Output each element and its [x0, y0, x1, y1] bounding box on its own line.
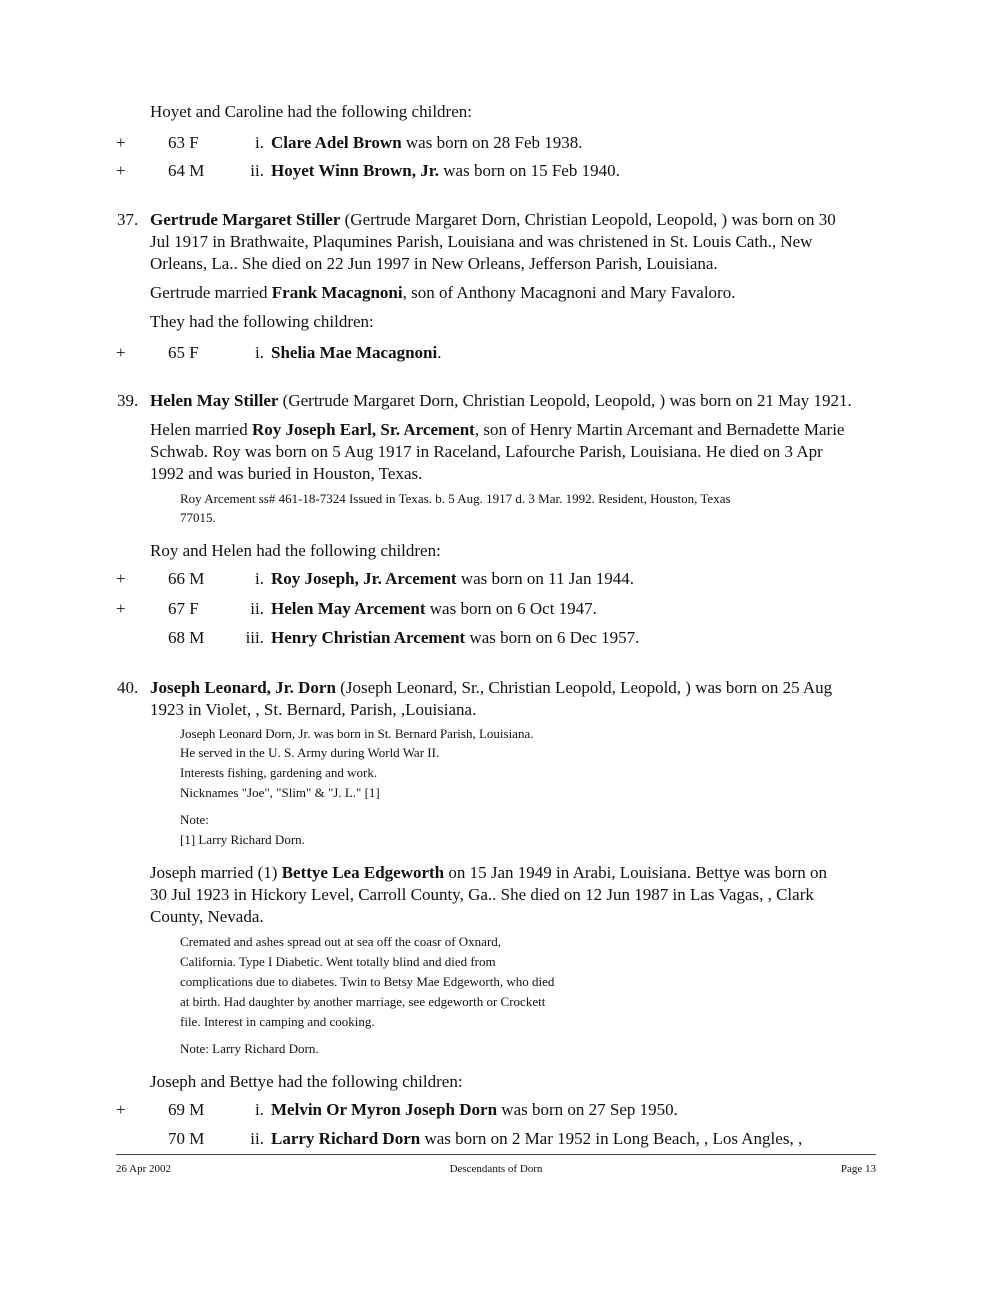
- child-id: 70 M: [168, 1129, 205, 1148]
- child-plus-marker: +: [116, 599, 126, 618]
- entry-37-line1-rest: (Gertrude Margaret Dorn, Christian Leopold, Leopold, ) was born on 30: [340, 210, 836, 229]
- child-id: 64 M: [168, 161, 205, 180]
- child-plus-marker: +: [116, 133, 126, 152]
- child-roman: i.: [255, 133, 264, 152]
- marriage-prefix: Gertrude married: [150, 283, 272, 302]
- entry-39-marriage-line3: 1992 and was buried in Houston, Texas.: [150, 464, 423, 483]
- child-roman: ii.: [250, 161, 264, 180]
- entry-40-note: Interests fishing, gardening and work.: [180, 765, 378, 780]
- entry-37-children-intro: They had the following children:: [150, 312, 374, 331]
- entry-39-note-line2: 77015.: [180, 510, 216, 525]
- footer-rule: [116, 1154, 876, 1155]
- spouse-note-ref: Note: Larry Richard Dorn.: [180, 1041, 319, 1056]
- entry-39-marriage: [150, 419, 844, 441]
- marriage-suffix: , son of Anthony Macagnoni and Mary Favaloro.: [402, 283, 736, 302]
- entry-37-spouse: Frank Macagnoni: [271, 283, 403, 302]
- footer-date: 26 Apr 2002: [116, 1163, 171, 1175]
- child-birth: was born on 6 Oct 1947.: [425, 599, 597, 618]
- child-row-68: [0, 627, 900, 651]
- child-row-69: [0, 1099, 900, 1123]
- footer-title: Descendants of Dorn: [449, 1163, 543, 1175]
- entry-37-line3: Orleans, La.. She died on 22 Jun 1997 in New Orleans, Jefferson Parish, Louisiana.: [150, 254, 718, 273]
- child-row-70: [0, 1128, 900, 1152]
- child-roman: i.: [255, 569, 264, 588]
- child-name: Roy Joseph, Jr. Arcement: [271, 569, 457, 588]
- child-birth: was born on 28 Feb 1938.: [401, 133, 583, 152]
- entry-37-line1: [150, 209, 836, 231]
- child-roman: ii.: [250, 1129, 264, 1148]
- child-roman: i.: [255, 343, 264, 362]
- entry-39-note-line1: Roy Arcement ss# 461-18-7324 Issued in Texas. b. 5 Aug. 1917 d. 3 Mar. 1992. Resident, Houston, Texas: [180, 491, 731, 506]
- child-name: Hoyet Winn Brown, Jr.: [271, 161, 439, 180]
- child-row-64: [0, 160, 900, 184]
- child-name: Clare Adel Brown: [271, 133, 402, 152]
- entry-40-line1: [150, 677, 832, 699]
- child-birth: was born on 6 Dec 1957.: [465, 628, 640, 647]
- entry-39-marriage-line2: Schwab. Roy was born on 5 Aug 1917 in Raceland, Lafourche Parish, Louisiana. He died on 3 Apr: [150, 442, 823, 461]
- entry-40-note-label: Note:: [180, 812, 209, 827]
- child-id: 69 M: [168, 1100, 205, 1119]
- entry-37-marriage: [150, 282, 735, 304]
- marriage-suffix: , son of Henry Martin Arcemant and Bernadette Marie: [474, 420, 845, 439]
- child-birth: was born on 11 Jan 1944.: [456, 569, 634, 588]
- entry-40-line2: 1923 in Violet, , St. Bernard, Parish, ,Louisiana.: [150, 700, 477, 719]
- children-intro-hoyet: Hoyet and Caroline had the following children:: [150, 102, 472, 121]
- entry-39-line1-rest: (Gertrude Margaret Dorn, Christian Leopold, Leopold, ) was born on 21 May 1921.: [278, 391, 852, 410]
- entry-39-children-intro: Roy and Helen had the following children:: [150, 541, 441, 560]
- child-row-63: [0, 132, 900, 156]
- spouse-note: at birth. Had daughter by another marriage, see edgeworth or Crockett: [180, 994, 546, 1009]
- entry-39-spouse: Roy Joseph Earl, Sr. Arcement: [251, 420, 475, 439]
- spouse-note: file. Interest in camping and cooking.: [180, 1014, 375, 1029]
- spouse-note: complications due to diabetes. Twin to Betsy Mae Edgeworth, who died: [180, 974, 555, 989]
- entry-40-marriage-line2: 30 Jul 1923 in Hickory Level, Carroll County, Ga.. She died on 12 Jun 1987 in Las Vagas, , Clark: [150, 885, 814, 904]
- entry-39-line1: [150, 390, 852, 412]
- marriage-prefix: Joseph married (1): [150, 863, 282, 882]
- child-name: Shelia Mae Macagnoni: [271, 343, 438, 362]
- spouse-note: Cremated and ashes spread out at sea off the coasr of Oxnard,: [180, 934, 502, 949]
- marriage-suffix: on 15 Jan 1949 in Arabi, Louisiana. Bettye was born on: [444, 863, 828, 882]
- child-name: Helen May Arcement: [271, 599, 426, 618]
- child-plus-marker: +: [116, 569, 126, 588]
- child-id: 66 M: [168, 569, 205, 588]
- entry-40-marriage-line3: County, Nevada.: [150, 907, 264, 926]
- child-birth: was born on 2 Mar 1952 in Long Beach, , Los Angles, ,: [420, 1129, 803, 1148]
- child-row-66: [0, 568, 900, 592]
- spouse-note: California. Type I Diabetic. Went totally blind and died from: [180, 954, 496, 969]
- marriage-prefix: Helen married: [150, 420, 252, 439]
- entry-40-note: He served in the U. S. Army during World War II.: [180, 745, 440, 760]
- child-birth: .: [437, 343, 442, 362]
- child-id: 68 M: [168, 628, 205, 647]
- child-id: 65 F: [168, 343, 199, 362]
- child-plus-marker: +: [116, 343, 126, 362]
- child-name: Larry Richard Dorn: [271, 1129, 421, 1148]
- child-row-67: [0, 598, 900, 622]
- child-birth: was born on 15 Feb 1940.: [439, 161, 620, 180]
- child-name: Melvin Or Myron Joseph Dorn: [271, 1100, 498, 1119]
- child-roman: i.: [255, 1100, 264, 1119]
- child-name: Henry Christian Arcement: [271, 628, 466, 647]
- entry-40-line1-rest: (Joseph Leonard, Sr., Christian Leopold, Leopold, ) was born on 25 Aug: [335, 678, 833, 697]
- footer-page-number: Page 13: [840, 1163, 876, 1175]
- entry-37-name: Gertrude Margaret Stiller: [150, 210, 341, 229]
- child-roman: ii.: [250, 599, 264, 618]
- entry-40-spouse: Bettye Lea Edgeworth: [281, 863, 445, 882]
- child-plus-marker: +: [116, 161, 126, 180]
- entry-40-note: Joseph Leonard Dorn, Jr. was born in St. Bernard Parish, Louisiana.: [180, 726, 534, 741]
- entry-39-name: Helen May Stiller: [150, 391, 279, 410]
- child-row-65: [0, 342, 900, 366]
- entry-40-note: Nicknames "Joe", "Slim" & "J. L." [1]: [180, 785, 380, 800]
- entry-number-39: 39.: [117, 391, 139, 410]
- entry-40-note-ref: [1] Larry Richard Dorn.: [180, 832, 305, 847]
- entry-number-40: 40.: [117, 678, 139, 697]
- child-plus-marker: +: [116, 1100, 126, 1119]
- entry-37-line2: Jul 1917 in Brathwaite, Plaqumines Parish, Louisiana and was christened in St. Louis Cath., New: [150, 232, 813, 251]
- child-birth: was born on 27 Sep 1950.: [497, 1100, 678, 1119]
- entry-40-name: Joseph Leonard, Jr. Dorn: [150, 678, 336, 697]
- child-id: 67 F: [168, 599, 199, 618]
- child-roman: iii.: [245, 628, 264, 647]
- child-id: 63 F: [168, 133, 199, 152]
- entry-40-marriage: [150, 862, 827, 884]
- entry-number-37: 37.: [117, 210, 139, 229]
- entry-40-children-intro: Joseph and Bettye had the following children:: [150, 1072, 463, 1091]
